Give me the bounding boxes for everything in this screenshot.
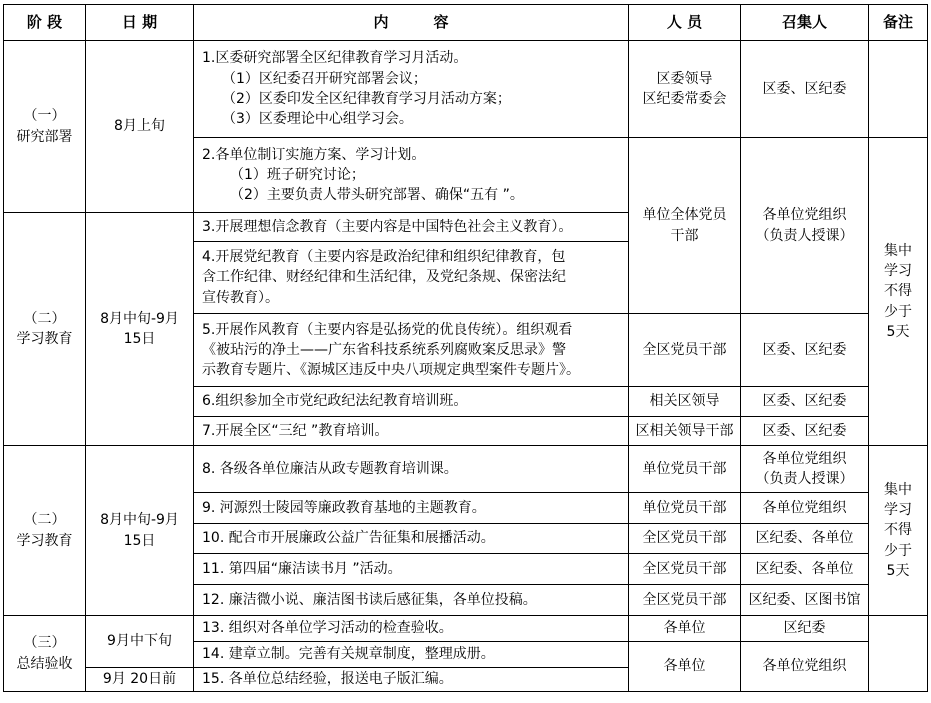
stage-title: 学习教育 (16, 331, 73, 347)
convener-cell: 各单位党组织 (741, 642, 869, 692)
note-cell (869, 616, 928, 692)
content-cell: 3.开展理想信念教育（主要内容是中国特色社会主义教育）。 (194, 213, 629, 242)
header-stage: 阶 段 (4, 5, 86, 41)
item-title: 1.区委研究部署全区纪律教育学习月活动。 (202, 50, 468, 67)
note-line: 学习 (884, 263, 912, 280)
note-line: 不得 (884, 522, 912, 539)
convener-line: （负责人授课） (755, 471, 854, 487)
people-cell: 全区党员干部 (629, 314, 741, 387)
people-cell (629, 138, 741, 314)
content-cell (194, 138, 629, 213)
content-cell (194, 242, 629, 314)
note-line: 集中 (884, 481, 912, 498)
convener-cell: 区委、区纪委 (741, 41, 869, 138)
date-cell: 8月上旬 (86, 41, 194, 213)
date-cell (86, 446, 194, 616)
convener-cell: 区纪委 (741, 616, 869, 642)
note-line: 不得 (884, 283, 912, 300)
convener-cell: 区委、区纪委 (741, 314, 869, 387)
content-cell: 6.组织参加全市党纪政纪法纪教育培训班。 (194, 387, 629, 417)
stage-number: （二） (23, 310, 66, 327)
date-line: 8月中旬-9月 (100, 512, 179, 529)
header-date: 日 期 (86, 5, 194, 41)
people-cell: 全区党员干部 (629, 524, 741, 554)
convener-cell: 区纪委、区图书馆 (741, 585, 869, 616)
date-line: 15日 (123, 532, 156, 549)
table-row (4, 616, 928, 642)
note-line: 学习 (884, 502, 912, 519)
item-sub: （2）主要负责人带头研究部署、确保“五有 ”。 (230, 187, 524, 204)
content-line: 5.开展作风教育（主要内容是弘扬党的优良传统）。组织观看 (202, 321, 573, 338)
convener-cell: 区委、区纪委 (741, 417, 869, 446)
header-convener: 召集人 (741, 5, 869, 41)
content-cell: 7.开展全区“三纪 ”教育培训。 (194, 417, 629, 446)
people-cell (629, 41, 741, 138)
content-line: 含工作纪律、财经纪律和生活纪律，及党纪条规、保密法纪 (202, 269, 566, 286)
convener-line: 各单位党组织 (762, 207, 847, 224)
item-sub: （1）班子研究讨论； (230, 166, 365, 183)
item-sub: （2）区委印发全区纪律教育学习月活动方案； (222, 91, 511, 107)
stage-number: （二） (23, 512, 66, 529)
table-row (4, 41, 928, 138)
stage-cell (4, 41, 86, 213)
date-cell (86, 213, 194, 446)
convener-cell: 区纪委、各单位 (741, 524, 869, 554)
people-cell: 相关区领导 (629, 387, 741, 417)
note-cell (869, 446, 928, 616)
date-line: 8月中旬-9月 (100, 310, 179, 327)
convener-cell: 区委、区纪委 (741, 387, 869, 417)
stage-cell (4, 616, 86, 692)
content-line: 4.开展党纪教育（主要内容是政治纪律和组织纪律教育，包 (202, 249, 566, 266)
stage-cell (4, 446, 86, 616)
stage-title: 研究部署 (16, 128, 73, 145)
header-note: 备注 (869, 5, 928, 41)
header-content: 内 容 (194, 5, 629, 41)
people-cell: 各单位 (629, 616, 741, 642)
stage-number: （一） (23, 108, 66, 125)
people-cell: 单位党员干部 (629, 446, 741, 493)
item-sub: （1）区纪委召开研究部署会议； (222, 70, 427, 87)
people-cell: 全区党员干部 (629, 554, 741, 585)
convener-cell (741, 138, 869, 314)
people-cell: 全区党员干部 (629, 585, 741, 616)
content-cell (194, 41, 629, 138)
stage-title: 总结验收 (16, 655, 73, 672)
content-line: 示教育专题片、《源城区违反中央八项规定典型案件专题片》。 (202, 362, 580, 379)
content-cell: 8. 各级各单位廉洁从政专题教育培训课。 (194, 446, 629, 493)
note-cell (869, 41, 928, 138)
item-sub: （3）区委理论中心组学习会。 (222, 111, 413, 128)
stage-cell (4, 213, 86, 446)
people-line: 干部 (670, 227, 699, 244)
content-cell: 15. 各单位总结经验，报送电子版汇编。 (194, 668, 629, 692)
content-cell: 11. 第四届“廉洁读书月 ”活动。 (194, 554, 629, 585)
convener-line: 各单位党组织 (762, 450, 847, 467)
convener-cell (741, 446, 869, 493)
header-people: 人 员 (629, 5, 741, 41)
note-cell (869, 138, 928, 446)
note-line: 集中 (884, 242, 912, 259)
content-line: 宣传教育）。 (202, 289, 279, 306)
stage-number: （三） (23, 635, 66, 652)
date-cell: 9月中下旬 (86, 616, 194, 668)
people-line: 区纪委常委会 (642, 91, 727, 107)
content-line: 《被玷污的净土——广东省科技系统系列腐败案反思录》警 (202, 341, 566, 358)
table-row (4, 446, 928, 493)
content-cell: 12. 廉洁微小说、廉洁图书读后感征集，各单位投稿。 (194, 585, 629, 616)
header-row (4, 5, 928, 41)
content-cell (194, 314, 629, 387)
convener-line: （负责人授课） (755, 227, 854, 244)
note-line: 5天 (886, 562, 910, 579)
people-cell: 单位党员干部 (629, 493, 741, 524)
people-line: 区委领导 (656, 70, 713, 87)
item-title: 2.各单位制订实施方案、学习计划。 (202, 146, 426, 163)
people-cell: 各单位 (629, 642, 741, 692)
people-cell: 区相关领导干部 (629, 417, 741, 446)
convener-cell: 区纪委、各单位 (741, 554, 869, 585)
date-line: 15日 (123, 331, 156, 347)
content-cell: 10. 配合市开展廉政公益广告征集和展播活动。 (194, 524, 629, 554)
content-cell: 14. 建章立制。完善有关规章制度，整理成册。 (194, 642, 629, 668)
convener-cell: 各单位党组织 (741, 493, 869, 524)
content-cell: 13. 组织对各单位学习活动的检查验收。 (194, 616, 629, 642)
schedule-table (3, 4, 928, 692)
note-line: 少于 (884, 542, 912, 559)
people-line: 单位全体党员 (642, 207, 727, 224)
stage-title: 学习教育 (16, 532, 73, 549)
date-cell: 9月 20日前 (86, 668, 194, 692)
content-cell: 9. 河源烈士陵园等廉政教育基地的主题教育。 (194, 493, 629, 524)
note-line: 5天 (886, 323, 910, 340)
note-line: 少于 (884, 303, 912, 320)
